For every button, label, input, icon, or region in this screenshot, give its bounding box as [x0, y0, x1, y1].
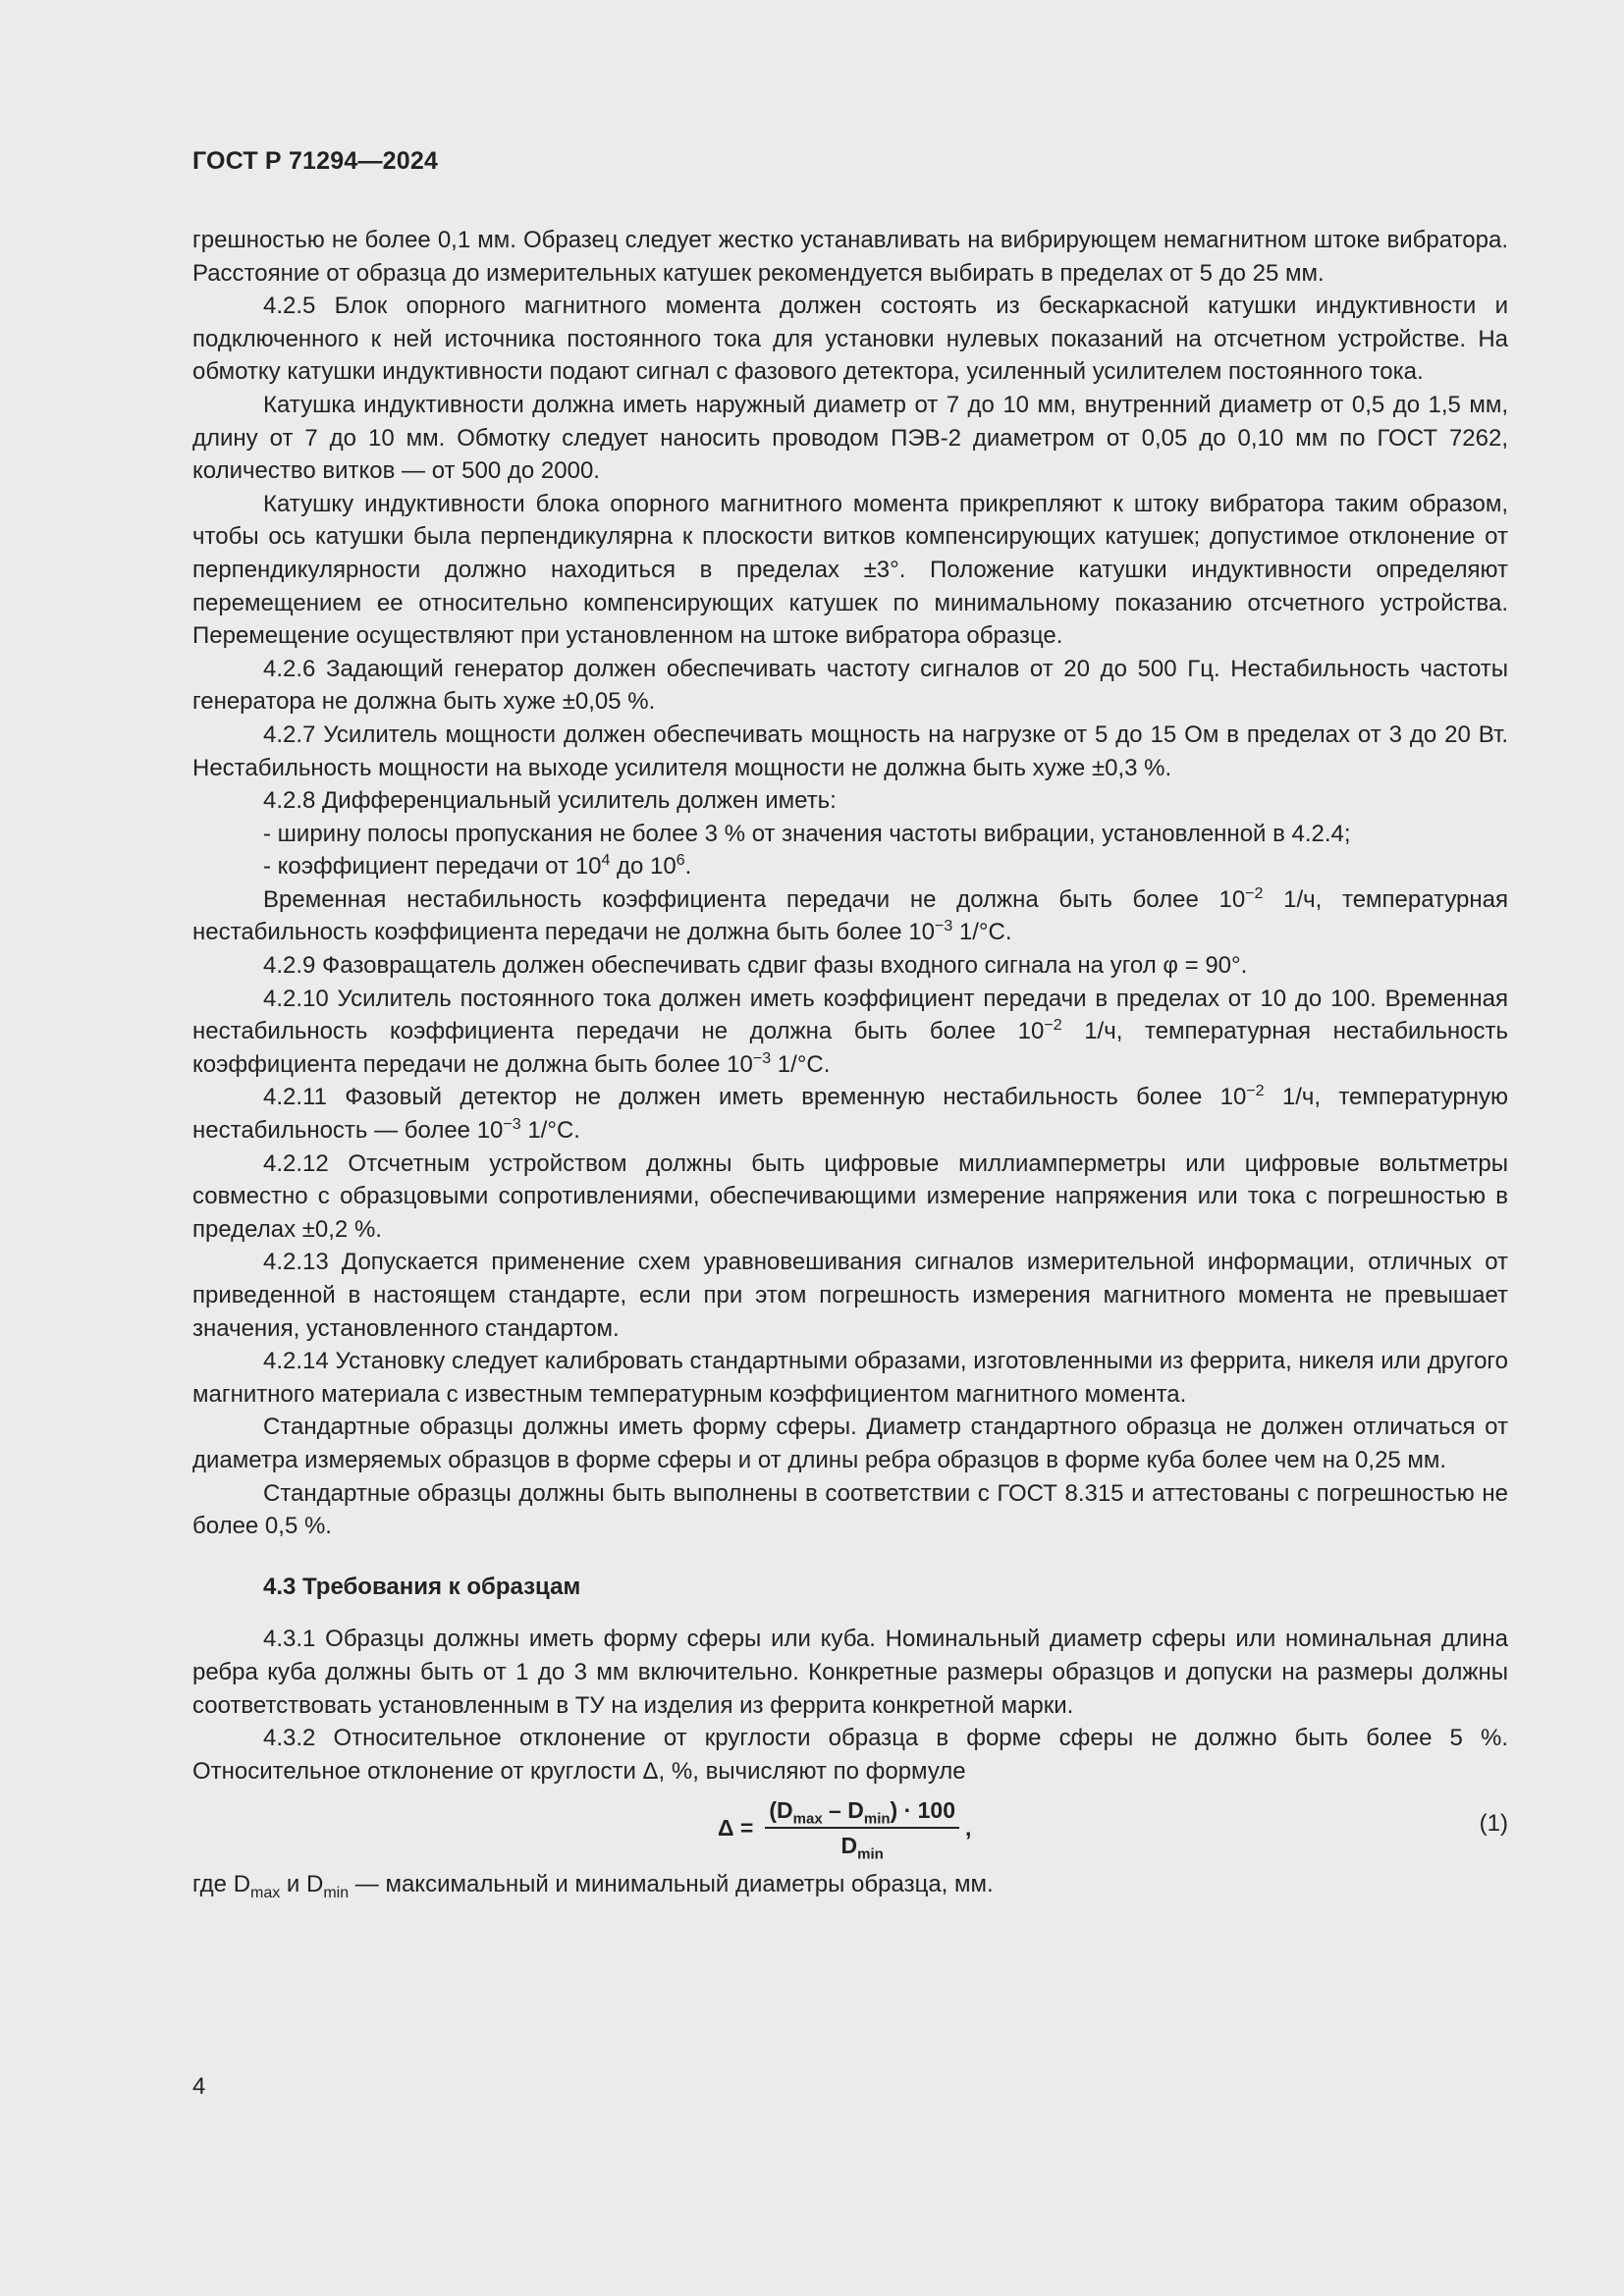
paragraph	[192, 1868, 1508, 1901]
paragraph: Стандартные образцы должны иметь форму сферы. Диаметр стандартного образца не должен отличаться от диаметра измеряемых образцов в форме сферы и от длины ребра образцов в форме куба более чем на 0,25 мм.	[192, 1414, 1508, 1473]
superscript: −3	[503, 1116, 521, 1134]
paragraph: грешностью не более 0,1 мм. Образец следует жестко устанавливать на вибрирующем немагнитном штоке вибратора. Расстояние от образца до измерительных катушек рекомендуется выбирать в пределах от 5 до 25 мм.	[192, 227, 1508, 287]
text-run: Временная нестабильность коэффициента передачи не должна быть более 10	[263, 885, 1246, 913]
paragraph: 4.3.2 Относительное отклонение от круглости образца в форме сферы не должно быть более 5 %. Относительное отклонение от круглости Δ, %, вычисляют по формуле	[192, 1725, 1508, 1785]
superscript: −2	[1245, 884, 1264, 902]
paragraph	[192, 983, 1508, 1082]
paragraph: 4.2.7 Усилитель мощности должен обеспечивать мощность на нагрузке от 5 до 15 Ом в пределах от 3 до 20 Вт. Нестабильность мощности на выходе усилителя мощности не должна быть хуже ±0,3 %.	[192, 721, 1508, 781]
list-item	[192, 850, 1508, 883]
paragraph: Катушка индуктивности должна иметь наружный диаметр от 7 до 10 мм, внутренний диаметр от 0,5 до 1,5 мм, длину от 7 до 10 мм. Обмотку следует наносить проводом ПЭВ-2 диаметром от 0,05 до 0,10 мм по ГОСТ 7262, количество витков — от 500 до 2000.	[192, 391, 1508, 485]
text-run: ) · 100	[890, 1797, 956, 1824]
subscript: min	[863, 1810, 891, 1828]
superscript: 6	[676, 852, 685, 870]
paragraph: 4.2.6 Задающий генератор должен обеспечивать частоту сигналов от 20 до 500 Гц. Нестабильность частоты генератора не должна быть хуже ±0,05 %.	[192, 655, 1508, 716]
document-header: ГОСТ Р 71294—2024	[192, 147, 439, 175]
text-run: .	[684, 853, 692, 881]
text-run: 1/ч, температурная нестабильность коэффициента передачи не должна быть более 10	[192, 885, 1508, 946]
paragraph: 4.2.12 Отсчетным устройством должны быть цифровые миллиамперметры или цифровые вольтметры совместно с образцовыми сопротивлениями, обеспечивающими измерение напряжения или тока с погрешностью в пределах ±0,2 %.	[192, 1149, 1508, 1243]
formula-denominator	[840, 1829, 884, 1863]
formula	[718, 1795, 972, 1863]
text-run: 1/°С.	[952, 919, 1012, 946]
text-run: (D	[769, 1797, 793, 1824]
text-run: 1/ч, температурную нестабильность — более 10	[192, 1084, 1509, 1145]
superscript: −2	[1246, 1083, 1265, 1100]
text-run: 1/°С.	[520, 1117, 580, 1145]
section-heading: 4.3 Требования к образцам	[263, 1573, 581, 1600]
paragraph: 4.2.8 Дифференциальный усилитель должен иметь:	[263, 787, 837, 815]
paragraph: 4.2.14 Установку следует калибровать стандартными образами, изготовленными из феррита, никеля или другого магнитного материала с известным температурным коэффициентом магнитного момента.	[192, 1348, 1508, 1408]
text-run: — максимальный и минимальный диаметры образца, мм.	[349, 1871, 994, 1898]
subscript: max	[250, 1885, 281, 1902]
subscript: min	[857, 1845, 884, 1863]
superscript: −3	[752, 1049, 772, 1067]
text-run: и D	[280, 1871, 324, 1898]
formula-fraction	[765, 1795, 959, 1863]
subscript: min	[323, 1885, 350, 1902]
paragraph	[192, 883, 1508, 949]
subscript: max	[792, 1810, 823, 1828]
formula-trail: ,	[965, 1814, 972, 1841]
text-run: - коэффициент передачи от 10	[263, 853, 602, 881]
document-body	[192, 224, 1508, 1901]
text-run: 1/ч, температурная нестабильность коэффициента передачи не должна быть более 10	[192, 1018, 1509, 1078]
list-item: - ширину полосы пропускания не более 3 % от значения частоты вибрации, установленной в 4.2.4;	[263, 820, 1351, 847]
text-run: до 10	[610, 853, 677, 881]
formula-block	[192, 1789, 1508, 1864]
text-run: 4.2.10 Усилитель постоянного тока должен иметь коэффициент передачи в пределах от 10 до 100. Временная нестабильность коэффициента передачи не должна быть более 10	[192, 985, 1508, 1045]
text-run: 4.2.11 Фазовый детектор не должен иметь временную нестабильность более 10	[263, 1084, 1247, 1111]
paragraph: Стандартные образцы должны быть выполнены в соответствии с ГОСТ 8.315 и аттестованы с погрешностью не более 0,5 %.	[192, 1479, 1508, 1540]
paragraph: Катушку индуктивности блока опорного магнитного момента прикрепляют к штоку вибратора таким образом, чтобы ось катушки была перпендикулярна к плоскости витков компенсирующих катушек; допустимое отклонение от перпендикулярности должно находиться в пределах ±3°. Положение катушки индуктивности определяют перемещением ее относительно компенсирующих катушек по минимальному показанию отсчетного устройства. Перемещение осуществляют при установленном на штоке вибратора образце.	[192, 490, 1508, 650]
paragraph	[192, 1081, 1508, 1147]
superscript: −2	[1044, 1017, 1062, 1035]
formula-numerator	[765, 1795, 959, 1829]
paragraph: 4.2.13 Допускается применение схем уравновешивания сигналов измерительной информации, отличных от приведенной в настоящем стандарте, если при этом погрешность измерения магнитного момента не превышает значения, установленного стандартом.	[192, 1249, 1508, 1342]
page-number: 4	[192, 2073, 206, 2100]
formula-number: (1)	[1479, 1810, 1508, 1838]
superscript: 4	[601, 852, 611, 870]
paragraph: 4.2.9 Фазовращатель должен обеспечивать сдвиг фазы входного сигнала на угол φ = 90°.	[263, 952, 1248, 980]
text-run: 1/°С.	[771, 1050, 831, 1078]
formula-lhs: Δ =	[718, 1814, 754, 1841]
paragraph: 4.3.1 Образцы должны иметь форму сферы или куба. Номинальный диаметр сферы или номинальная длина ребра куба должны быть от 1 до 3 мм включительно. Конкретные размеры образцов и допуски на размеры должны соответствовать установленным в ТУ на изделия из феррита конкретной марки.	[192, 1626, 1508, 1719]
paragraph: 4.2.5 Блок опорного магнитного момента должен состоять из бескаркасной катушки индуктивности и подключенного к ней источника постоянного тока для установки нулевых показаний на отсчетном устройстве. На обмотку катушки индуктивности подают сигнал с фазового детектора, усиленный усилителем постоянного тока.	[192, 293, 1508, 386]
superscript: −3	[934, 918, 953, 935]
text-run: D	[840, 1833, 858, 1859]
text-run: – D	[822, 1797, 864, 1824]
text-run: где D	[192, 1871, 251, 1898]
